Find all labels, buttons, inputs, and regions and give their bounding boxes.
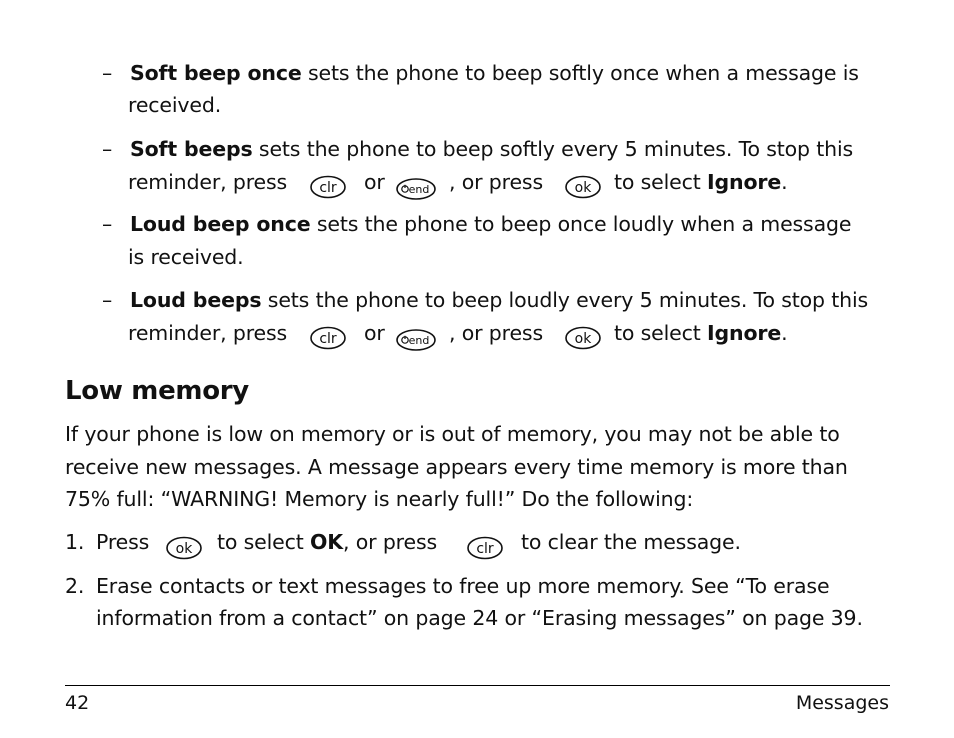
clr-key-label: clr — [319, 180, 337, 196]
step-text-press: Press — [96, 530, 150, 554]
bullet-loud-beeps — [130, 288, 868, 312]
footer-divider — [65, 685, 890, 686]
paragraph-line: If your phone is low on memory or is out of memory, you may not be able to — [65, 422, 840, 446]
chapter-name: Messages — [795, 692, 889, 714]
ignore-target: Ignore — [707, 321, 782, 345]
select-text: to select — [614, 321, 701, 345]
bullet-term: Loud beeps — [130, 288, 262, 312]
step-number: 2. — [65, 574, 85, 598]
bullet-term: Loud beep once — [130, 212, 311, 236]
step-text-select — [217, 530, 437, 554]
period: . — [781, 321, 788, 345]
end-key-label: end — [408, 334, 430, 347]
bullet-term: Soft beep once — [130, 61, 302, 85]
bullet-continuation-press: reminder, press — [128, 321, 288, 345]
ok-key-label: ok — [175, 541, 193, 557]
bullet-term: Soft beeps — [130, 137, 253, 161]
step-text: Erase contacts or text messages to free up more memory. See “To erase — [96, 574, 830, 598]
clr-key-icon — [310, 326, 346, 350]
select-text: to select — [217, 530, 304, 554]
step-text-clear: to clear the message. — [521, 530, 741, 554]
ok-key-icon — [565, 175, 601, 199]
bullet-continuation-or-press: , or press — [449, 321, 543, 345]
step-text: information from a contact” on page 24 or “Erasing messages” on page 39. — [96, 606, 863, 630]
step-number: 1. — [65, 530, 85, 554]
bullet-soft-beep-once — [130, 61, 859, 85]
bullet-continuation: received. — [128, 93, 222, 117]
step-text-or-press: , or press — [343, 530, 438, 554]
paragraph-line: receive new messages. A message appears every time memory is more than — [65, 455, 848, 479]
ok-key-icon — [166, 536, 202, 560]
bullet-continuation: is received. — [128, 245, 244, 269]
bullet-text: sets the phone to beep loudly every 5 minutes. To stop this — [261, 288, 869, 312]
bullet-dash: – — [102, 137, 113, 161]
bullet-dash: – — [102, 212, 113, 236]
bullet-text: sets the phone to beep once loudly when a message — [310, 212, 852, 236]
clr-key-label: clr — [319, 331, 337, 347]
bullet-text: sets the phone to beep softly once when a message is — [301, 61, 859, 85]
select-text: to select — [614, 170, 701, 194]
ok-key-label: ok — [574, 180, 592, 196]
period: . — [781, 170, 788, 194]
bullet-dash: – — [102, 61, 113, 85]
ignore-target: Ignore — [707, 170, 782, 194]
bullet-continuation-or-press: , or press — [449, 170, 543, 194]
bullet-continuation-press: reminder, press — [128, 170, 288, 194]
end-key-label: end — [408, 183, 430, 196]
end-key-icon — [396, 177, 436, 201]
bullet-loud-beep-once — [130, 212, 851, 236]
bullet-continuation-select — [614, 321, 788, 345]
bullet-text: sets the phone to beep softly every 5 minutes. To stop this — [252, 137, 854, 161]
bullet-dash: – — [102, 288, 113, 312]
ok-target: OK — [310, 530, 344, 554]
end-key-icon — [396, 328, 436, 352]
bullet-continuation-select — [614, 170, 788, 194]
page-number: 42 — [65, 692, 90, 714]
bullet-soft-beeps — [130, 137, 853, 161]
section-heading: Low memory — [65, 376, 249, 406]
paragraph-line: 75% full: “WARNING! Memory is nearly full!” Do the following: — [65, 487, 694, 511]
ok-key-label: ok — [574, 331, 592, 347]
bullet-continuation-or: or — [364, 321, 385, 345]
bullet-continuation-or: or — [364, 170, 385, 194]
clr-key-label: clr — [476, 541, 494, 557]
ok-key-icon — [565, 326, 601, 350]
clr-key-icon — [310, 175, 346, 199]
clr-key-icon — [467, 536, 503, 560]
